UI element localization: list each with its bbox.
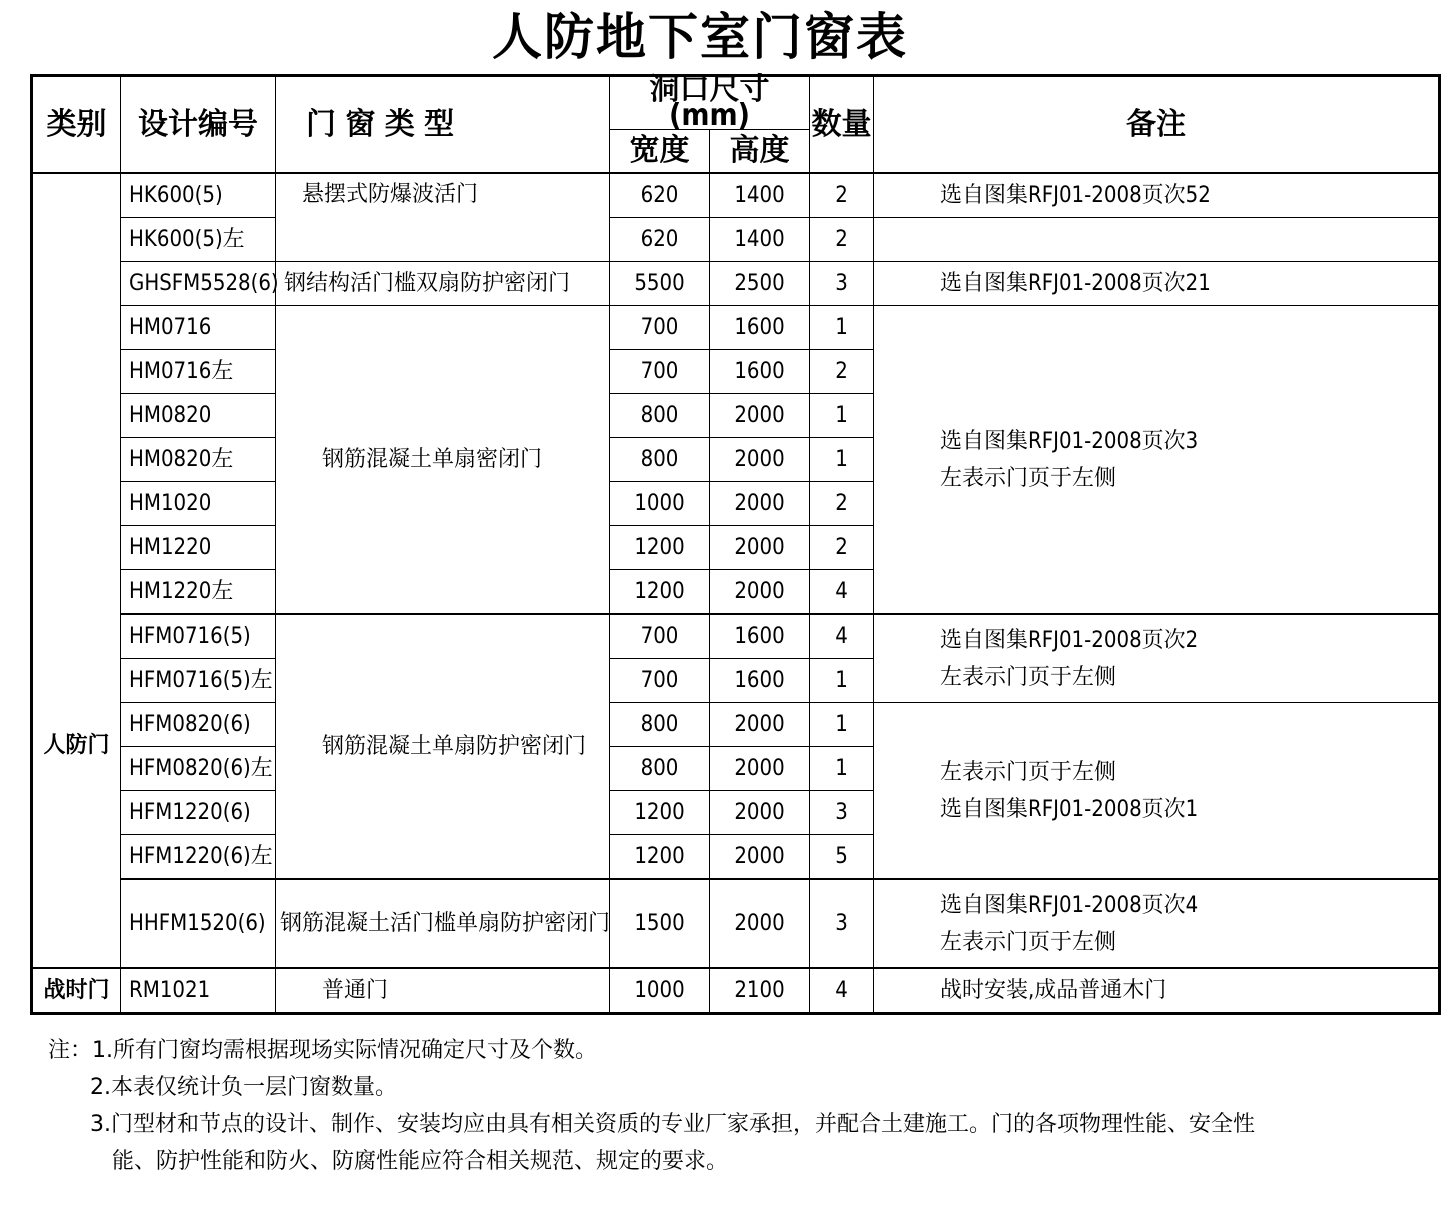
- code-cell: HFM0716(5): [121, 614, 276, 659]
- width-cell: 1200: [610, 570, 710, 615]
- code-cell: HM1220左: [121, 570, 276, 615]
- remark-cell: [874, 703, 1440, 880]
- code-cell: RM1021: [121, 968, 276, 1014]
- height-cell: 2500: [710, 262, 810, 306]
- remark-line: 左表示门页于左侧: [940, 664, 1117, 690]
- remark-cell: [874, 218, 1440, 262]
- remark-cell: [874, 614, 1440, 703]
- qty-cell: 3: [810, 879, 874, 968]
- code-cell: HHFM1520(6): [121, 879, 276, 968]
- qty-cell: 1: [810, 394, 874, 438]
- width-cell: 5500: [610, 262, 710, 306]
- type-cell: 钢筋混凝土单扇防护密闭门: [276, 614, 610, 879]
- qty-cell: 1: [810, 703, 874, 747]
- note-line-2: 2.本表仅统计负一层门窗数量。: [90, 1075, 397, 1100]
- width-cell: 1200: [610, 791, 710, 835]
- height-cell: 1400: [710, 218, 810, 262]
- height-cell: 2000: [710, 438, 810, 482]
- qty-cell: 5: [810, 835, 874, 880]
- height-cell: 1600: [710, 659, 810, 703]
- code-cell: HFM0716(5)左: [121, 659, 276, 703]
- code-cell: HK600(5): [121, 173, 276, 218]
- remark-cell: 选自图集RFJ01-2008页次21: [874, 262, 1440, 306]
- table-row: [32, 703, 1440, 747]
- category-civil-defense: 人防门: [32, 173, 121, 968]
- category-wartime: 战时门: [32, 968, 121, 1014]
- qty-cell: 2: [810, 350, 874, 394]
- height-cell: 2000: [710, 879, 810, 968]
- qty-cell: 2: [810, 218, 874, 262]
- page-title: 人防地下室门窗表: [492, 7, 908, 66]
- height-cell: 2000: [710, 570, 810, 615]
- height-cell: 1600: [710, 306, 810, 350]
- table-row: [32, 879, 1440, 968]
- header-remarks: 备注: [874, 76, 1440, 174]
- remark-cell: [874, 879, 1440, 968]
- width-cell: 1200: [610, 526, 710, 570]
- notes-block: [48, 1032, 1428, 1180]
- table-row: [32, 614, 1440, 659]
- header-quantity: 数量: [810, 76, 874, 174]
- width-cell: 700: [610, 614, 710, 659]
- height-cell: 2000: [710, 482, 810, 526]
- code-cell: HK600(5)左: [121, 218, 276, 262]
- qty-cell: 1: [810, 747, 874, 791]
- height-cell: 2000: [710, 703, 810, 747]
- height-cell: 1600: [710, 350, 810, 394]
- height-cell: 2000: [710, 747, 810, 791]
- remark-line: 选自图集RFJ01-2008页次1: [940, 796, 1199, 822]
- code-cell: HM1020: [121, 482, 276, 526]
- header-height: 高度: [710, 130, 810, 174]
- header-opening-size: 洞口尺寸 (mm): [610, 76, 810, 130]
- remark-line: 选自图集RFJ01-2008页次3: [940, 428, 1199, 454]
- header-width: 宽度: [610, 130, 710, 174]
- note-line-4: 能、防护性能和防火、防腐性能应符合相关规范、规定的要求。: [112, 1149, 729, 1174]
- width-cell: 800: [610, 394, 710, 438]
- header-type: 门 窗 类 型: [276, 76, 610, 174]
- code-cell: HFM0820(6): [121, 703, 276, 747]
- remark-cell: [874, 306, 1440, 615]
- qty-cell: 3: [810, 262, 874, 306]
- qty-cell: 4: [810, 570, 874, 615]
- qty-cell: 2: [810, 173, 874, 218]
- code-cell: HFM1220(6): [121, 791, 276, 835]
- type-cell: 普通门: [276, 968, 610, 1014]
- header-code: 设计编号: [121, 76, 276, 174]
- table-row: [32, 968, 1440, 1014]
- qty-cell: 3: [810, 791, 874, 835]
- width-cell: 1500: [610, 879, 710, 968]
- remark-line: 选自图集RFJ01-2008页次4: [940, 892, 1199, 918]
- height-cell: 2000: [710, 791, 810, 835]
- type-cell: 钢筋混凝土单扇密闭门: [276, 306, 610, 615]
- door-window-table: [30, 74, 1441, 1015]
- note-line-1: 注：1.所有门窗均需根据现场实际情况确定尺寸及个数。: [48, 1038, 597, 1063]
- qty-cell: 4: [810, 614, 874, 659]
- code-cell: HM1220: [121, 526, 276, 570]
- height-cell: 2000: [710, 394, 810, 438]
- code-cell: HM0716: [121, 306, 276, 350]
- remark-cell: 选自图集RFJ01-2008页次52: [874, 173, 1440, 218]
- type-cell: 钢筋混凝土活门槛单扇防护密闭门: [276, 879, 610, 968]
- note-line-3: 3.门型材和节点的设计、制作、安装均应由具有相关资质的专业厂家承担，并配合土建施工。门的各项物理性能、安全性: [90, 1112, 1255, 1137]
- header-category: 类别: [32, 76, 121, 174]
- code-cell: HFM0820(6)左: [121, 747, 276, 791]
- qty-cell: 1: [810, 438, 874, 482]
- code-cell: GHSFM5528(6): [121, 262, 276, 306]
- qty-cell: 2: [810, 482, 874, 526]
- table-row: [32, 262, 1440, 306]
- code-cell: HM0820左: [121, 438, 276, 482]
- remark-line: 左表示门页于左侧: [940, 759, 1117, 785]
- code-cell: HM0820: [121, 394, 276, 438]
- code-cell: HFM1220(6)左: [121, 835, 276, 880]
- height-cell: 2100: [710, 968, 810, 1014]
- width-cell: 1000: [610, 482, 710, 526]
- width-cell: 800: [610, 747, 710, 791]
- qty-cell: 2: [810, 526, 874, 570]
- width-cell: 620: [610, 173, 710, 218]
- height-cell: 1600: [710, 614, 810, 659]
- type-cell: 钢结构活门槛双扇防护密闭门: [276, 262, 610, 306]
- height-cell: 2000: [710, 835, 810, 880]
- width-cell: 800: [610, 438, 710, 482]
- table-row: [32, 173, 1440, 218]
- qty-cell: 1: [810, 306, 874, 350]
- remark-line: 左表示门页于左侧: [940, 929, 1117, 955]
- table-row: [32, 218, 1440, 262]
- width-cell: 800: [610, 703, 710, 747]
- width-cell: 620: [610, 218, 710, 262]
- type-cell: 悬摆式防爆波活门: [276, 173, 610, 262]
- width-cell: 1200: [610, 835, 710, 880]
- width-cell: 700: [610, 350, 710, 394]
- width-cell: 1000: [610, 968, 710, 1014]
- width-cell: 700: [610, 659, 710, 703]
- height-cell: 2000: [710, 526, 810, 570]
- code-cell: HM0716左: [121, 350, 276, 394]
- width-cell: 700: [610, 306, 710, 350]
- qty-cell: 4: [810, 968, 874, 1014]
- remark-cell: 战时安装,成品普通木门: [874, 968, 1440, 1014]
- remark-line: 左表示门页于左侧: [940, 465, 1117, 491]
- height-cell: 1400: [710, 173, 810, 218]
- remark-line: 选自图集RFJ01-2008页次2: [940, 627, 1199, 653]
- table-row: [32, 306, 1440, 350]
- qty-cell: 1: [810, 659, 874, 703]
